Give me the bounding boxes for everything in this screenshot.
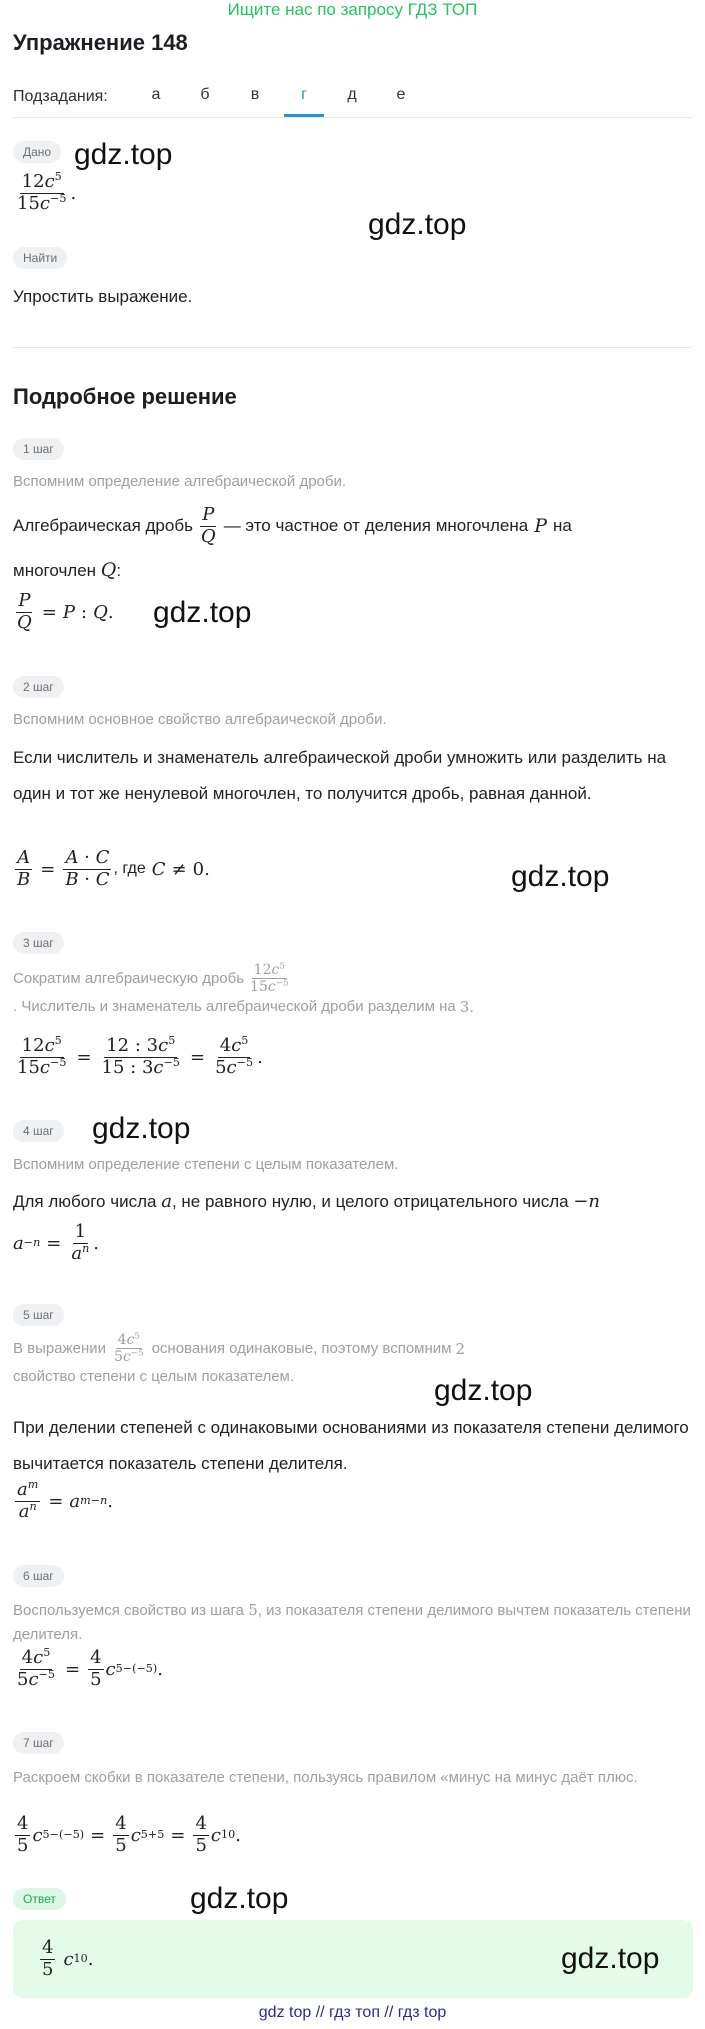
step-badge: 4 шаг	[13, 1120, 64, 1142]
step-text: Алгебраическая дробь $\frac{P}{Q}$ — это частное от деления многочлена P на	[13, 504, 572, 547]
step-note: Вспомним основное свойство алгебраической дроби.	[13, 711, 387, 728]
tab-a[interactable]: а	[151, 86, 161, 103]
step-note: Раскроем скобки в показателе степени, пользуясь правилом «минус на минус даёт плюс.	[13, 1769, 638, 1786]
solution-title: Подробное решение	[13, 384, 237, 409]
given-expression: $\frac{12c^5}{15c^{-5}}$ .	[17, 170, 77, 214]
answer-expression: $\frac{4}{5}$ c 10 .	[42, 1937, 94, 1980]
formula: $\frac{12c^5}{15c^{-5}}$ = $\frac{12 : 3c^5}{15 : 3c^{-5}}$ = $\frac{4c^5}{5c^{-5}}$ .	[17, 1034, 263, 1078]
step-badge: 6 шаг	[13, 1565, 64, 1587]
answer-badge: Ответ	[13, 1888, 66, 1910]
step-badge: 1 шаг	[13, 438, 64, 460]
watermark: gdz.top	[561, 1942, 660, 1975]
tab-v[interactable]: в	[250, 86, 260, 103]
step-note: Сократим алгебраическую дробь $\frac{12c^5}{15c^{-5}}$ . Числитель и знаменатель алгебраической дроби разделим на 3.	[13, 961, 475, 1017]
find-badge: Найти	[13, 247, 67, 269]
watermark: gdz.top	[368, 208, 467, 241]
formula: a −n = $\frac{1}{a^n}$ .	[13, 1221, 100, 1264]
section-divider	[13, 347, 693, 348]
step-note: Вспомним определение алгебраической дроби.	[13, 473, 347, 490]
tab-g[interactable]: г	[301, 86, 307, 103]
step-badge: 3 шаг	[13, 932, 64, 954]
tabs-divider	[13, 117, 693, 118]
search-banner: Ищите нас по запросу ГДЗ ТОП	[227, 0, 478, 19]
step-note: Воспользуемся свойство из шага 5, из показателя степени делимого вычтем показатель степени делителя.	[13, 1601, 691, 1643]
step-text: многочлен Q:	[13, 559, 122, 581]
formula: $\frac{P}{Q}$ = P : Q .	[17, 590, 114, 633]
tab-d[interactable]: д	[347, 86, 357, 103]
watermark: gdz.top	[190, 1882, 289, 1915]
step-text: При делении степеней с одинаковыми основаниями из показателя степени делимого вычитается показатель степени делителя.	[13, 1418, 689, 1473]
footer-links[interactable]: gdz top // гдз топ // гдз top	[258, 2004, 447, 2021]
formula: $\frac{a^m}{a^n}$ = a m−n .	[17, 1478, 114, 1522]
tab-e[interactable]: е	[396, 86, 406, 103]
step-badge: 2 шаг	[13, 676, 64, 698]
watermark: gdz.top	[92, 1112, 191, 1145]
watermark: gdz.top	[74, 138, 173, 171]
watermark: gdz.top	[511, 860, 610, 893]
step-text: Для любого числа a, не равного нулю, и целого отрицательного числа −n	[13, 1191, 600, 1212]
given-badge: Дано	[13, 141, 61, 163]
watermark: gdz.top	[434, 1374, 533, 1407]
step-note: В выражении $\frac{4c^5}{5c^{-5}}$ основания одинаковые, поэтому вспомним 2 свойство степени с целым показателем.	[13, 1331, 466, 1386]
subtasks-label: Подзадания:	[13, 88, 108, 105]
task-text: Упростить выражение.	[13, 287, 193, 306]
step-badge: 7 шаг	[13, 1732, 64, 1754]
step-text: Если числитель и знаменатель алгебраической дроби умножить или разделить на один и тот же ненулевой многочлен, то получится дробь, равная данной.	[13, 748, 667, 803]
watermark: gdz.top	[153, 596, 252, 629]
formula: $\frac{4c^5}{5c^{-5}}$ = $\frac{4}{5}$ c 5−(−5) .	[17, 1646, 163, 1690]
step-badge: 5 шаг	[13, 1304, 64, 1326]
step-note: Вспомним определение степени с целым показателем.	[13, 1156, 399, 1173]
tab-b[interactable]: б	[200, 86, 210, 103]
formula: $\frac{4}{5}$ c 5−(−5) = $\frac{4}{5}$ c 5+5 = $\frac{4}{5}$ c 10 .	[17, 1813, 241, 1856]
formula: $\frac{A}{B}$ = $\frac{A \cdot C}{B \cdot C}$ , где C ≠ 0.	[17, 847, 210, 890]
page-title: Упражнение 148	[13, 30, 188, 55]
